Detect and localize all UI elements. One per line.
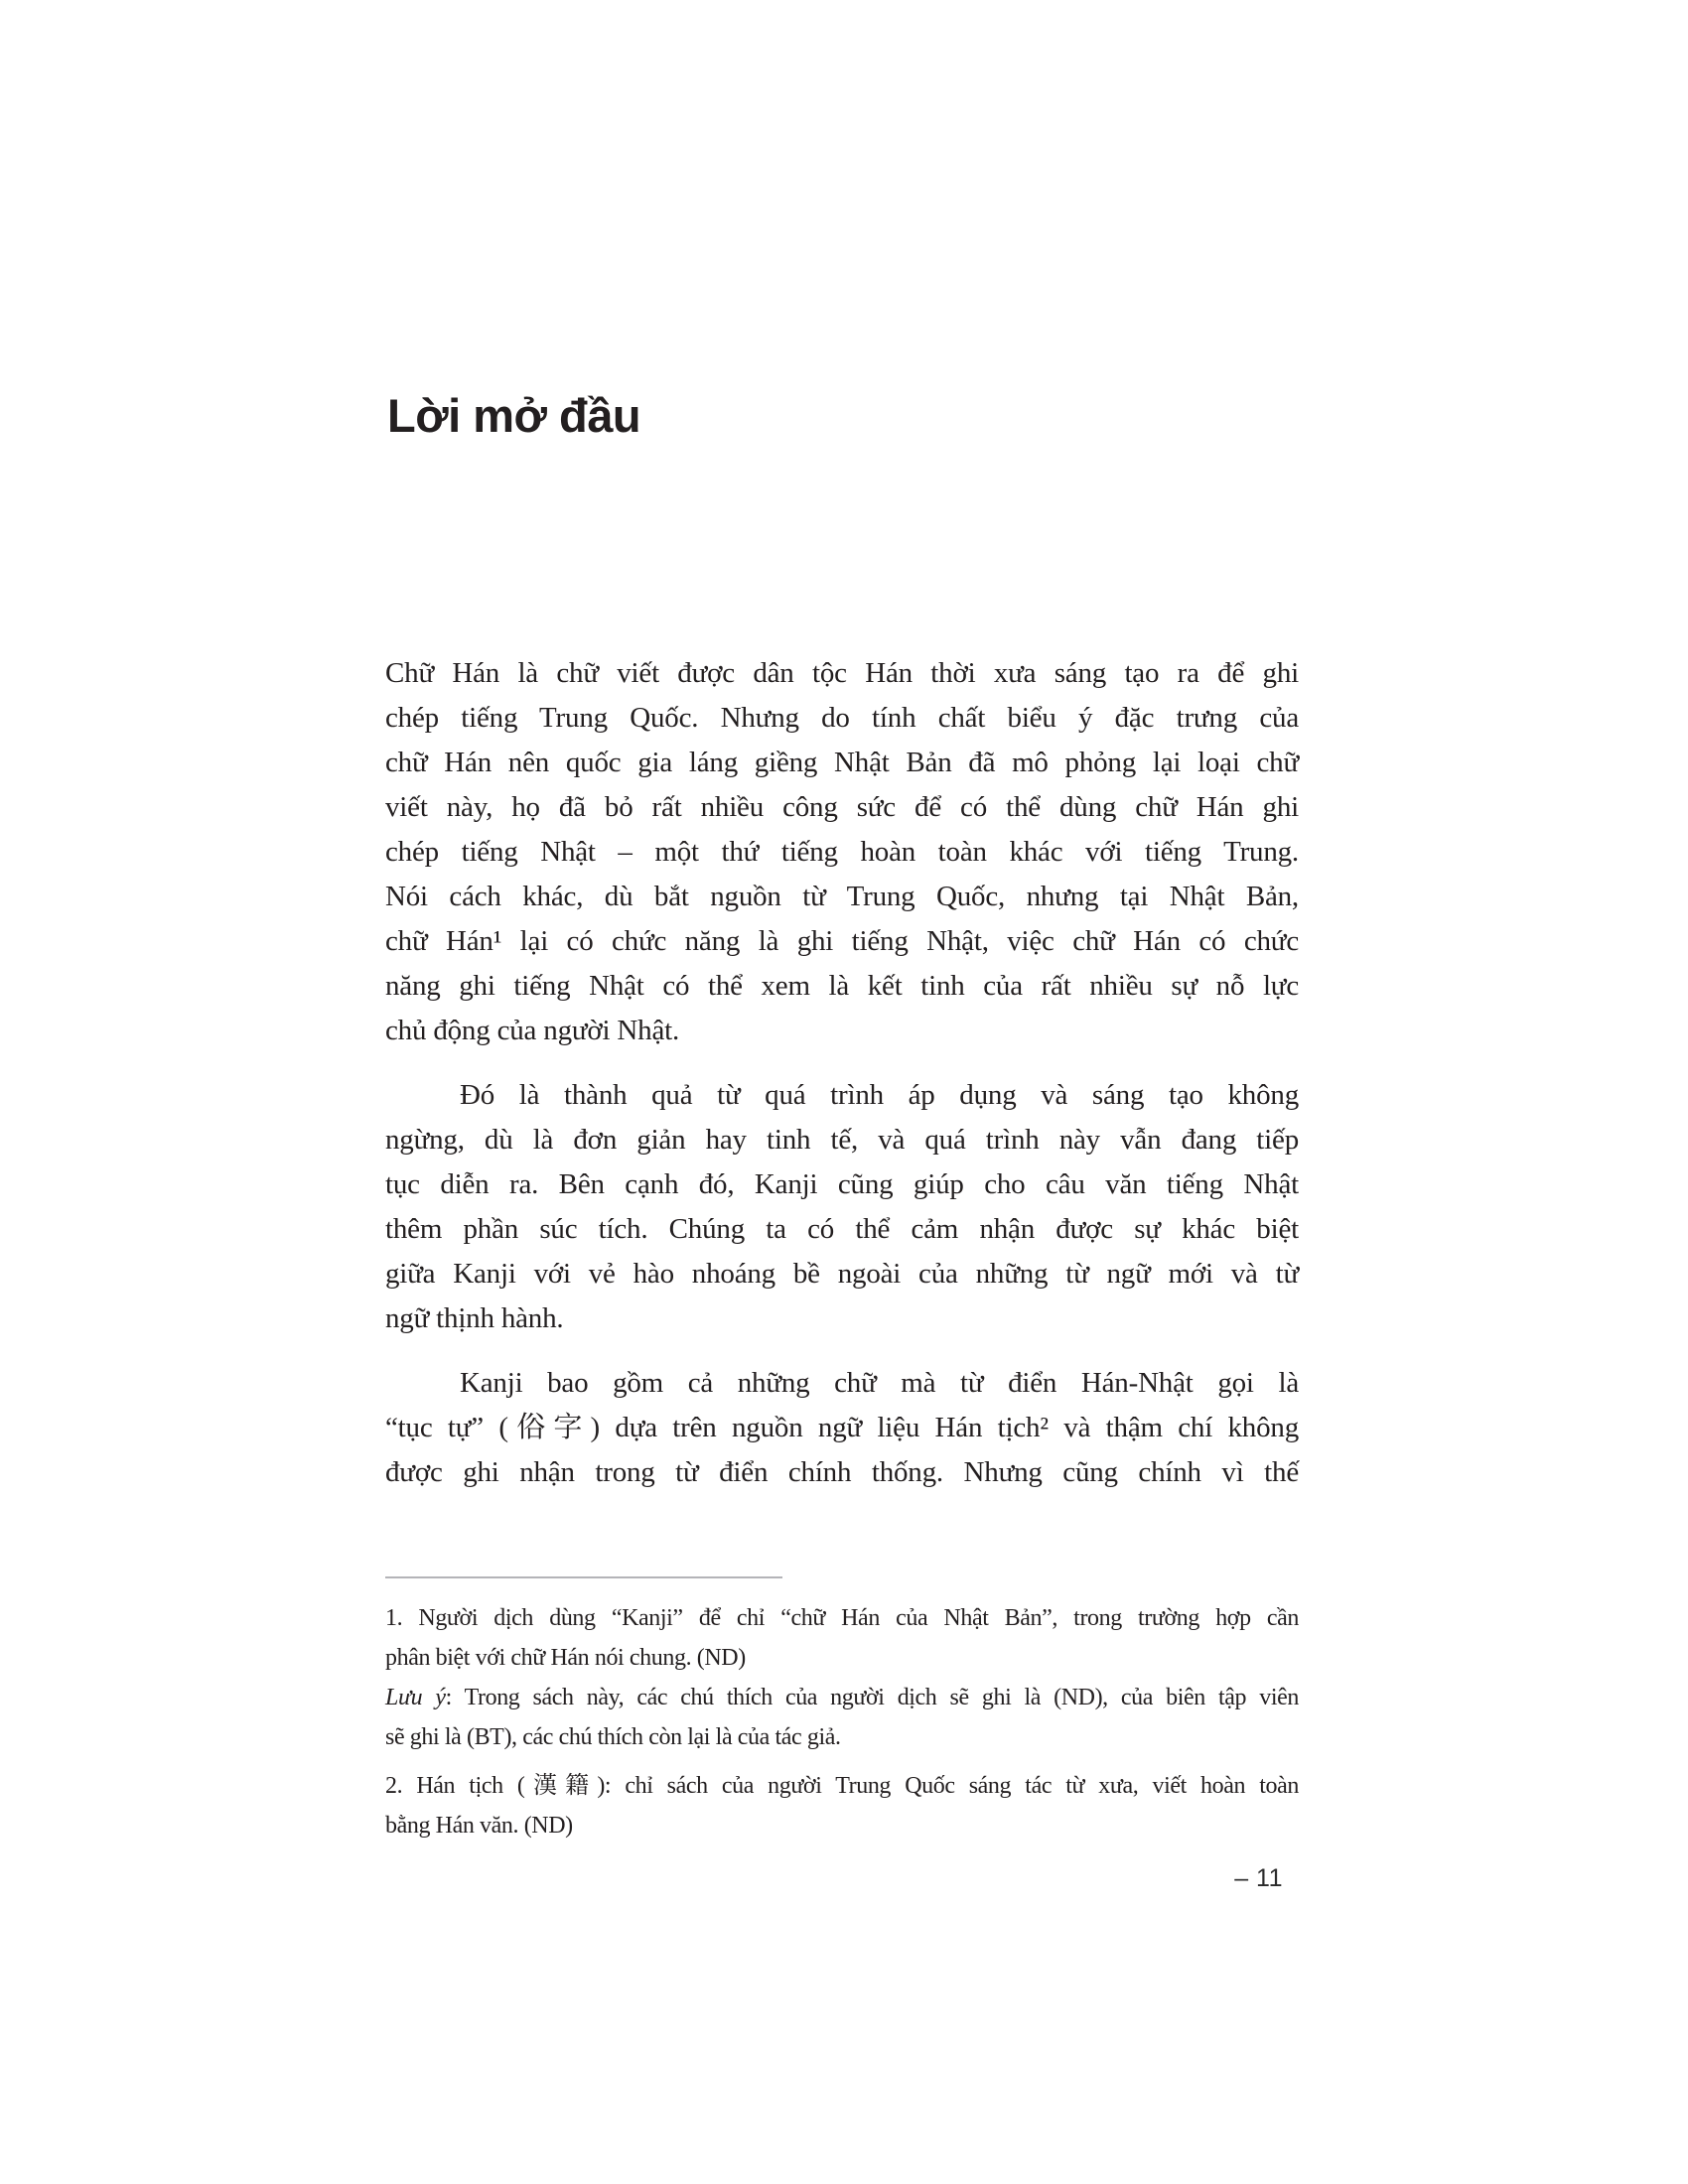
footnote-remark-text: : Trong sách này, các chú thích của người dịch sẽ ghi là (ND), của biên tập viên	[445, 1685, 1299, 1710]
body-paragraph-2	[385, 1073, 1299, 1341]
body-line: giữa Kanji với vẻ hào nhoáng bề ngoài của những từ ngữ mới và từ	[385, 1258, 1299, 1290]
body-line: Đó là thành quả từ quá trình áp dụng và sáng tạo không	[460, 1079, 1299, 1111]
body-line: năng ghi tiếng Nhật có thể xem là kết tinh của rất nhiều sự nỗ lực	[385, 970, 1299, 1002]
footnote-line: 2. Hán tịch (漢籍): chỉ sách của người Trung Quốc sáng tác từ xưa, viết hoàn toàn	[385, 1773, 1299, 1799]
footnote-line: phân biệt với chữ Hán nói chung. (ND)	[385, 1645, 746, 1671]
body-line: chép tiếng Trung Quốc. Nhưng do tính chất biểu ý đặc trưng của	[385, 702, 1299, 734]
body-line: chủ động của người Nhật.	[385, 1015, 680, 1046]
footnote-1	[385, 1598, 1299, 1757]
body-line: Nói cách khác, dù bắt nguồn từ Trung Quốc, nhưng tại Nhật Bản,	[385, 881, 1299, 912]
body-line: tục diễn ra. Bên cạnh đó, Kanji cũng giúp cho câu văn tiếng Nhật	[385, 1168, 1299, 1200]
footnote-remark-line	[385, 1678, 1299, 1717]
body-paragraph-3	[385, 1361, 1299, 1495]
page-title: Lời mở đầu	[387, 389, 641, 443]
body-line: chữ Hán nên quốc gia láng giềng Nhật Bản đã mô phỏng lại loại chữ	[385, 747, 1299, 778]
body-line: chữ Hán¹ lại có chức năng là ghi tiếng Nhật, việc chữ Hán có chức	[385, 925, 1299, 957]
body-line: viết này, họ đã bỏ rất nhiều công sức để có thể dùng chữ Hán ghi	[385, 791, 1299, 823]
footnote-2	[385, 1766, 1299, 1845]
body-paragraph-1	[385, 651, 1299, 1053]
footnote-remark-label: Lưu ý	[385, 1685, 446, 1710]
body-line: ngữ thịnh hành.	[385, 1302, 564, 1334]
footnote-separator	[385, 1576, 782, 1578]
body-line: Kanji bao gồm cả những chữ mà từ điển Hán-Nhật gọi là	[460, 1367, 1299, 1399]
footnote-line: sẽ ghi là (BT), các chú thích còn lại là của tác giả.	[385, 1724, 841, 1750]
page-number: – 11	[1234, 1864, 1283, 1892]
body-line: “tục tự” (俗字) dựa trên nguồn ngữ liệu Hán tịch² và thậm chí không	[385, 1412, 1299, 1443]
body-line: ngừng, dù là đơn giản hay tinh tế, và quá trình này vẫn đang tiếp	[385, 1124, 1299, 1156]
footnotes-section	[385, 1576, 1299, 1845]
body-line: Chữ Hán là chữ viết được dân tộc Hán thời xưa sáng tạo ra để ghi	[385, 657, 1299, 689]
body-line: thêm phần súc tích. Chúng ta có thể cảm nhận được sự khác biệt	[385, 1213, 1299, 1245]
footnote-line: 1. Người dịch dùng “Kanji” để chỉ “chữ Hán của Nhật Bản”, trong trường hợp cần	[385, 1605, 1299, 1631]
body-line: được ghi nhận trong từ điển chính thống. Nhưng cũng chính vì thế	[385, 1456, 1299, 1488]
body-text	[385, 651, 1299, 1515]
footnote-line: bằng Hán văn. (ND)	[385, 1813, 573, 1839]
body-line: chép tiếng Nhật – một thứ tiếng hoàn toàn khác với tiếng Trung.	[385, 836, 1299, 868]
